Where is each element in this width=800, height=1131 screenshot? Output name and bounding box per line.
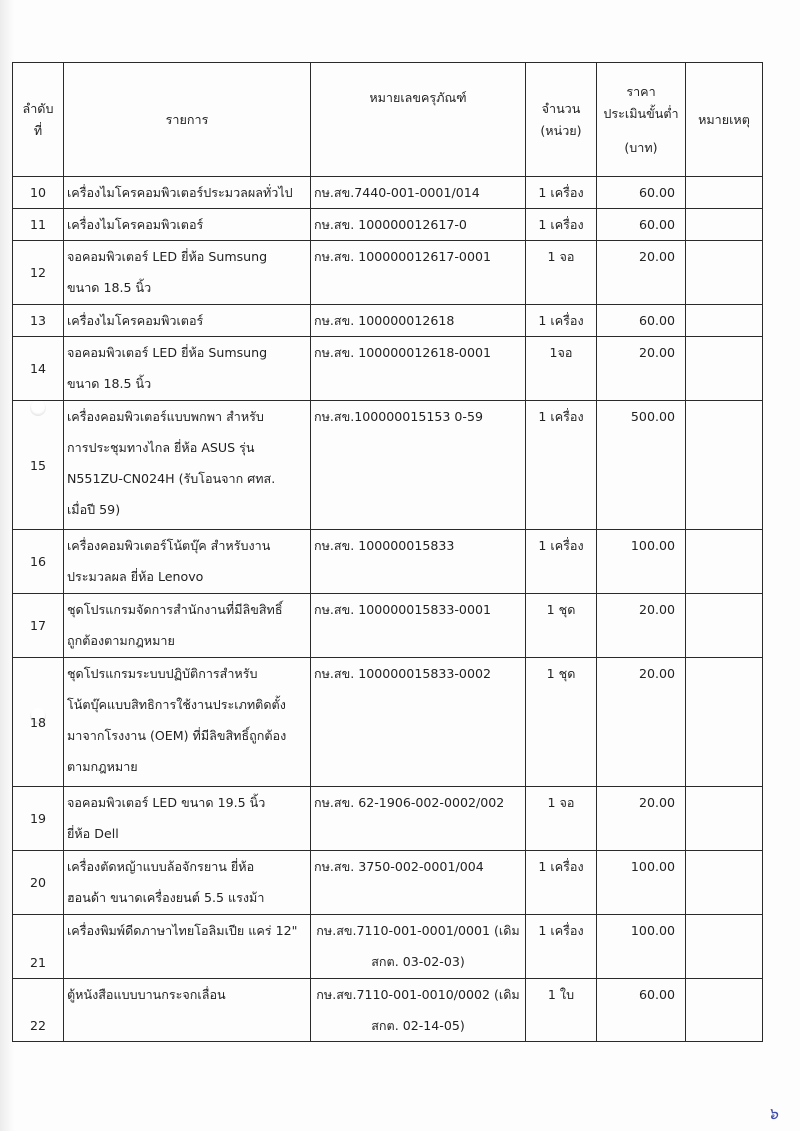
cell-item (64, 177, 311, 209)
cell-qty: 1 เครื่อง (526, 530, 597, 594)
table-row (13, 305, 763, 337)
cell-no: 21 (13, 915, 64, 979)
cell-price: 60.00 (597, 979, 686, 1042)
cell-no: 16 (13, 530, 64, 594)
cell-code-line: กษ.สข.7110-001-0010/0002 (เดิม (316, 987, 520, 1002)
cell-code-line: สกต. 03-02-03) (371, 954, 465, 969)
cell-code-line: กษ.สข. 100000012617-0 (314, 217, 467, 232)
cell-code-line: กษ.สข. 100000012618 (314, 313, 455, 328)
cell-code (311, 337, 526, 401)
cell-item-line: ตู้หนังสือแบบบานกระจกเลื่อน (67, 987, 226, 1002)
cell-price: 20.00 (597, 241, 686, 305)
cell-qty: 1 ชุด (526, 594, 597, 658)
cell-item-line: ชุดโปรแกรมจัดการสำนักงานที่มีลิขสิทธิ์ (67, 602, 283, 617)
cell-note (686, 530, 763, 594)
cell-code-line: กษ.สข.7440-001-0001/014 (314, 185, 480, 200)
table-row (13, 209, 763, 241)
cell-code (311, 241, 526, 305)
cell-item-line: ขนาด 18.5 นิ้ว (67, 376, 152, 391)
cell-no: 11 (13, 209, 64, 241)
cell-qty: 1 ชุด (526, 658, 597, 787)
cell-price: 20.00 (597, 337, 686, 401)
cell-item (64, 787, 311, 851)
cell-code (311, 305, 526, 337)
cell-code (311, 915, 526, 979)
header-no-line1: ลำดับ (22, 100, 54, 116)
cell-note (686, 594, 763, 658)
cell-item (64, 851, 311, 915)
cell-qty: 1 เครื่อง (526, 851, 597, 915)
table-row (13, 658, 763, 787)
header-price-line3: (บาท) (624, 139, 658, 155)
cell-qty: 1 เครื่อง (526, 915, 597, 979)
cell-code (311, 658, 526, 787)
table-row (13, 915, 763, 979)
cell-qty: 1 เครื่อง (526, 209, 597, 241)
cell-item-line: เครื่องไมโครคอมพิวเตอร์ (67, 313, 204, 328)
table-row (13, 337, 763, 401)
cell-qty: 1 เครื่อง (526, 305, 597, 337)
cell-price: 100.00 (597, 851, 686, 915)
cell-note (686, 658, 763, 787)
cell-item-line: มาจากโรงงาน (OEM) ที่มีลิขสิทธิ์ถูกต้อง (67, 728, 287, 743)
cell-item (64, 209, 311, 241)
cell-no: 14 (13, 337, 64, 401)
cell-no: 19 (13, 787, 64, 851)
cell-no: 17 (13, 594, 64, 658)
table-row (13, 177, 763, 209)
cell-item-line: เมื่อปี 59) (67, 502, 121, 517)
cell-item-line: เครื่องพิมพ์ดีดภาษาไทยโอลิมเปีย แคร่ 12" (67, 923, 298, 938)
cell-qty: 1 ใบ (526, 979, 597, 1042)
header-no (13, 63, 64, 177)
table-row (13, 787, 763, 851)
cell-item-line: เครื่องคอมพิวเตอร์โน้ตบุ๊ค สำหรับงาน (67, 538, 271, 553)
cell-price: 20.00 (597, 594, 686, 658)
cell-no: 15 (13, 401, 64, 530)
cell-price: 20.00 (597, 658, 686, 787)
cell-item-line: ถูกต้องตามกฎหมาย (67, 633, 175, 648)
cell-note (686, 241, 763, 305)
cell-item-line: ฮอนด้า ขนาดเครื่องยนต์ 5.5 แรงม้า (67, 890, 265, 905)
cell-code-line: กษ.สข. 100000015833-0001 (314, 602, 491, 617)
cell-code-line: กษ.สข. 3750-002-0001/004 (314, 859, 484, 874)
cell-no: 12 (13, 241, 64, 305)
cell-code-line: กษ.สข. 100000015833 (314, 538, 455, 553)
cell-item (64, 530, 311, 594)
cell-code (311, 530, 526, 594)
cell-code-line: กษ.สข. 62-1906-002-0002/002 (314, 795, 505, 810)
cell-qty: 1 เครื่อง (526, 401, 597, 530)
table-row (13, 401, 763, 530)
cell-item (64, 915, 311, 979)
cell-item-line: โน้ตบุ๊คแบบสิทธิการใช้งานประเภทติดตั้ง (67, 697, 286, 712)
cell-item-line: จอคอมพิวเตอร์ LED ขนาด 19.5 นิ้ว (67, 795, 266, 810)
table-row (13, 594, 763, 658)
cell-item-line: เครื่องไมโครคอมพิวเตอร์ (67, 217, 204, 232)
cell-price: 60.00 (597, 177, 686, 209)
cell-no: 10 (13, 177, 64, 209)
cell-note (686, 851, 763, 915)
header-qty-line1: จำนวน (541, 100, 581, 116)
cell-code-line: กษ.สข. 100000015833-0002 (314, 666, 491, 681)
cell-note (686, 979, 763, 1042)
cell-note (686, 915, 763, 979)
header-qty (526, 63, 597, 177)
cell-item-line: ชุดโปรแกรมระบบปฏิบัติการสำหรับ (67, 666, 258, 681)
cell-qty: 1 จอ (526, 787, 597, 851)
cell-code-line: กษ.สข.7110-001-0001/0001 (เดิม (316, 923, 520, 938)
cell-price: 60.00 (597, 209, 686, 241)
cell-note (686, 305, 763, 337)
cell-item (64, 594, 311, 658)
table-body (13, 177, 763, 1042)
cell-code (311, 787, 526, 851)
cell-price: 500.00 (597, 401, 686, 530)
cell-code (311, 401, 526, 530)
cell-qty: 1 เครื่อง (526, 177, 597, 209)
cell-item-line: ขนาด 18.5 นิ้ว (67, 280, 152, 295)
cell-note (686, 209, 763, 241)
header-code: หมายเลขครุภัณฑ์ (311, 63, 526, 177)
cell-item (64, 337, 311, 401)
cell-note (686, 337, 763, 401)
cell-no: 18 (13, 658, 64, 787)
page-number: ๖ (767, 1104, 778, 1123)
header-price-line2: ประเมินขั้นต่ำ (603, 105, 679, 121)
cell-item (64, 658, 311, 787)
table-row (13, 530, 763, 594)
cell-item (64, 979, 311, 1042)
cell-code (311, 209, 526, 241)
header-price-line1: ราคา (626, 83, 656, 99)
table-row (13, 979, 763, 1042)
cell-item-line: N551ZU-CN024H (รับโอนจาก ศทส. (67, 471, 276, 486)
cell-code (311, 594, 526, 658)
cell-item-line: เครื่องไมโครคอมพิวเตอร์ประมวลผลทั่วไป (67, 185, 293, 200)
cell-item-line: ยี่ห้อ Dell (67, 826, 119, 841)
cell-note (686, 177, 763, 209)
table-row (13, 851, 763, 915)
header-no-line2: ที่ (33, 122, 43, 138)
cell-code (311, 177, 526, 209)
header-note: หมายเหตุ (686, 63, 763, 177)
cell-item-line: จอคอมพิวเตอร์ LED ยี่ห้อ Sumsung (67, 345, 268, 360)
cell-code (311, 979, 526, 1042)
cell-item-line: จอคอมพิวเตอร์ LED ยี่ห้อ Sumsung (67, 249, 268, 264)
asset-table (12, 62, 763, 1042)
cell-item-line: การประชุมทางไกล ยี่ห้อ ASUS รุ่น (67, 440, 255, 455)
cell-no: 22 (13, 979, 64, 1042)
header-qty-line2: (หน่วย) (540, 122, 582, 138)
cell-note (686, 401, 763, 530)
cell-no: 13 (13, 305, 64, 337)
cell-code-line: กษ.สข. 100000012618-0001 (314, 345, 491, 360)
cell-item-line: เครื่องตัดหญ้าแบบล้อจักรยาน ยี่ห้อ (67, 859, 255, 874)
cell-note (686, 787, 763, 851)
cell-no: 20 (13, 851, 64, 915)
cell-qty: 1 จอ (526, 241, 597, 305)
cell-item (64, 241, 311, 305)
cell-item-line: ประมวลผล ยี่ห้อ Lenovo (67, 569, 204, 584)
cell-price: 20.00 (597, 787, 686, 851)
table-row (13, 241, 763, 305)
table-header-row (13, 63, 763, 177)
cell-price: 100.00 (597, 530, 686, 594)
cell-qty: 1จอ (526, 337, 597, 401)
cell-item (64, 305, 311, 337)
cell-code-line: สกต. 02-14-05) (371, 1018, 465, 1033)
cell-code-line: กษ.สข. 100000012617-0001 (314, 249, 491, 264)
header-item: รายการ (64, 63, 311, 177)
cell-item-line: เครื่องคอมพิวเตอร์แบบพกพา สำหรับ (67, 409, 264, 424)
cell-price: 100.00 (597, 915, 686, 979)
cell-code (311, 851, 526, 915)
cell-item-line: ตามกฎหมาย (67, 759, 138, 774)
cell-price: 60.00 (597, 305, 686, 337)
cell-item (64, 401, 311, 530)
header-price (597, 63, 686, 177)
cell-code-line: กษ.สข.100000015153 0-59 (314, 409, 483, 424)
